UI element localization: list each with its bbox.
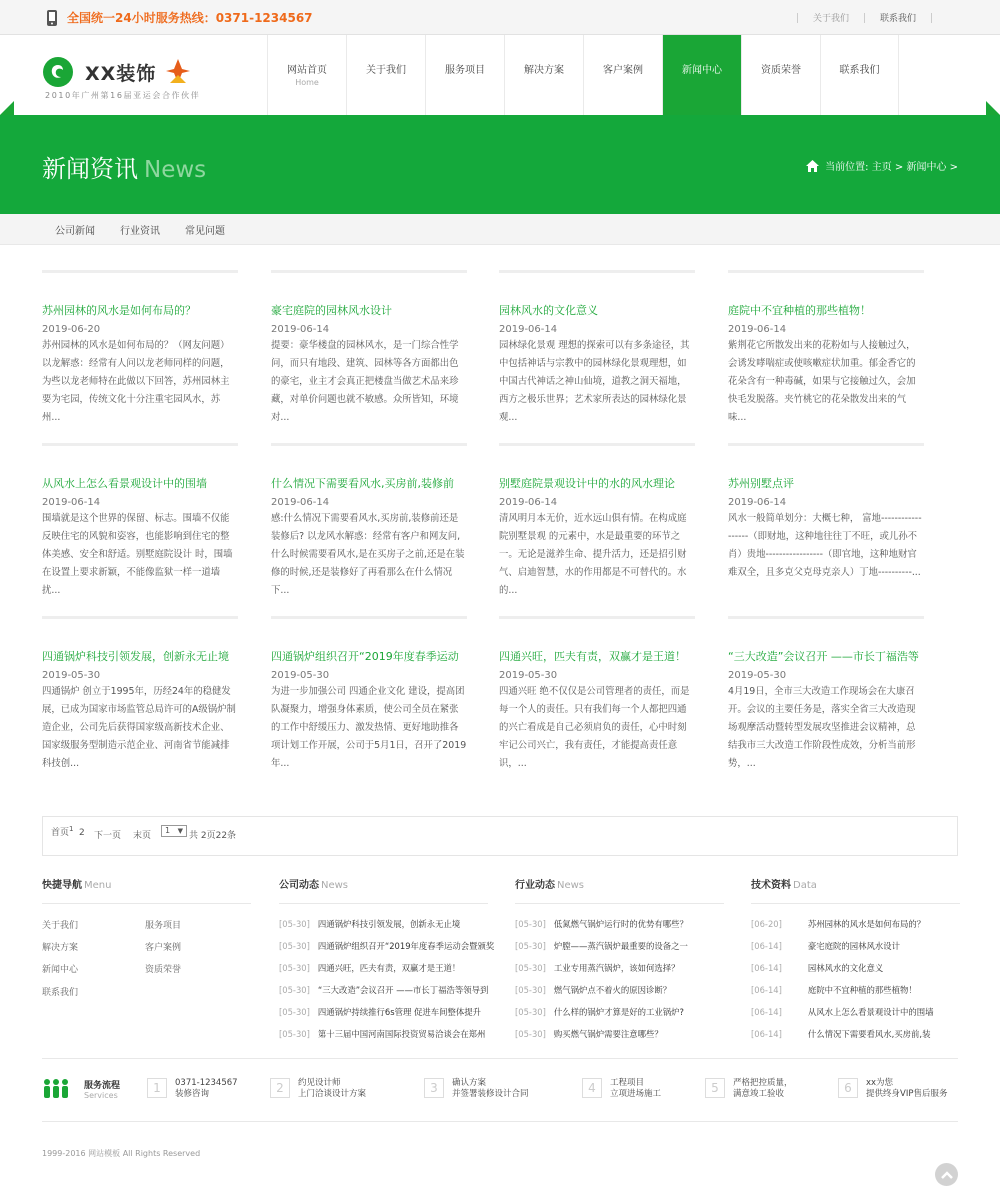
- nav-label: 资质荣誉: [761, 65, 801, 76]
- page-title: [42, 149, 206, 184]
- hotline: [45, 9, 313, 26]
- step-line-2: 立项进场施工: [610, 1089, 662, 1099]
- top-link-about[interactable]: 关于我们: [812, 14, 849, 24]
- services-title-cn: 服务流程: [84, 1081, 121, 1091]
- footer-heading: [279, 876, 488, 904]
- footer-industry-news: [515, 876, 724, 904]
- nav-label: 网站首页: [287, 65, 327, 76]
- nav-item-contact[interactable]: [820, 35, 899, 115]
- step-line-1: 工程项目: [610, 1078, 645, 1088]
- footer-news-title: 四通兴旺，匹夫有责，双赢才是王道！: [317, 963, 461, 973]
- card-divider: [499, 443, 695, 446]
- logo-name: XX装饰: [85, 62, 157, 85]
- banner-corner-right: [986, 101, 1000, 115]
- step-number: 5: [705, 1078, 725, 1098]
- card-divider: [42, 443, 238, 446]
- divider: [864, 13, 865, 23]
- nav-label: 服务项目: [445, 65, 485, 76]
- footer-news-title: 炉膛——蒸汽锅炉最重要的设备之一: [553, 941, 688, 951]
- nav-label: 新闻中心: [682, 65, 722, 76]
- page-select-value: 1: [165, 826, 171, 835]
- step-text: [298, 1078, 366, 1100]
- footer-news-title: 第十三届中国河南国际投资贸易洽谈会在郑州: [317, 1029, 486, 1039]
- breadcrumb: [806, 158, 958, 173]
- quick-link[interactable]: 关于我们: [42, 921, 79, 931]
- news-card: [728, 443, 924, 582]
- footer-news-date: [06-14]: [751, 963, 782, 973]
- step-line-1: 确认方案: [452, 1078, 487, 1088]
- subnav-industry-news[interactable]: 行业资讯: [120, 225, 160, 237]
- nav-item-news[interactable]: [662, 35, 741, 115]
- news-summary: 围墙就是这个世界的保留、标志。围墙不仅能反映住宅的风貌和姿容，也能影响到住宅的整体美感、安全和舒适。别墅庭院设计 时，围墙在设置上要求新颖，不能像监狱一样一道墙扰...: [42, 513, 233, 596]
- service-step: [582, 1078, 661, 1100]
- nav-label-en: Home: [295, 78, 319, 87]
- news-date: 2019-06-14: [499, 497, 558, 508]
- home-icon: [806, 160, 819, 172]
- news-title[interactable]: 四通锅炉组织召开“2019年度春季运动: [271, 650, 459, 663]
- step-line-2: 上门洽谈设计方案: [298, 1089, 367, 1099]
- news-card: [271, 443, 467, 596]
- footer-news-date: [06-14]: [751, 1007, 782, 1017]
- news-title[interactable]: 四通锅炉科技引领发展，创新永无止境: [42, 650, 229, 663]
- step-line-1: 约见设计师: [298, 1078, 341, 1088]
- step-line-1: 严格把控质量，: [733, 1078, 793, 1088]
- news-summary: 4月19日，全市三大改造工作现场会在大康召开。会议的主要任务是，落实全省三大改造现场观摩活动暨转型发展攻坚推进会议精神，总结我市三大改造工作阶段性成效，分析当前形势，...: [728, 686, 916, 769]
- news-title[interactable]: 豪宅庭院的园林风水设计: [271, 304, 392, 317]
- news-summary: 园林绿化景观 理想的探索可以有多条途径，其中包括神话与宗教中的园林绿化景观理想，如中国古代神话之神山仙境，道教之洞天福地，西方之极乐世界；艺术家所表达的园林绿化景观...: [499, 340, 690, 423]
- page-banner: [0, 115, 1000, 214]
- chevron-down-icon: ▼: [177, 827, 183, 835]
- nav-item-services[interactable]: [425, 35, 504, 115]
- footer-heading-cn: 快捷导航: [42, 880, 82, 891]
- footer-news-title: 庭院中不宜种植的那些植物！: [807, 985, 917, 995]
- footer-news-item[interactable]: [751, 918, 925, 930]
- pager-page-1[interactable]: 1: [69, 825, 74, 833]
- footer-news-title: 园林风水的文化意义: [807, 963, 884, 973]
- nav-item-home[interactable]: [267, 35, 346, 115]
- divider: [797, 13, 798, 23]
- news-title[interactable]: “三大改造”会议召开 ——市长丁福浩等: [728, 650, 919, 663]
- subnav-company-news[interactable]: 公司新闻: [55, 225, 95, 237]
- divider: [42, 1121, 958, 1122]
- footer-news-title: 苏州园林的风水是如何布局的？: [807, 919, 926, 929]
- step-number: 1: [147, 1078, 167, 1098]
- page-title-en: News: [144, 157, 207, 183]
- footer-news-item[interactable]: [279, 984, 488, 996]
- news-card: [42, 616, 238, 769]
- service-step: [270, 1078, 366, 1100]
- footer-news-title: 四通锅炉组织召开“2019年度春季运动会暨颁奖: [317, 941, 495, 951]
- step-line-2: 并签署装修设计合同: [452, 1089, 529, 1099]
- step-text: [733, 1078, 793, 1100]
- nav-label: 联系我们: [839, 65, 880, 76]
- quick-link[interactable]: 服务项目: [145, 921, 182, 931]
- card-divider: [271, 270, 467, 273]
- footer-heading-en: News: [557, 880, 585, 891]
- pager-current: 2: [79, 828, 85, 838]
- step-line-2: 满意竣工验收: [733, 1089, 785, 1099]
- footer-quick-nav: [42, 876, 251, 904]
- footer-heading: [515, 876, 724, 904]
- service-step: [147, 1078, 238, 1100]
- service-step: [424, 1078, 529, 1100]
- footer-news-date: [05-30]: [515, 985, 546, 995]
- news-card: [499, 443, 695, 596]
- footer-heading-cn: 行业动态: [515, 880, 555, 891]
- news-summary: 风水一般简单划分：大概七种， 富地------------------（即财地，这种地往往丁不旺，或儿孙不肖）贵地-----------------（即官地，这种地财官难双全，且多克父克母克亲人）丁地----------...: [728, 513, 922, 578]
- nav-label: 解决方案: [524, 65, 564, 76]
- pager-first-label: 首页: [51, 828, 70, 838]
- news-date: 2019-05-30: [499, 670, 558, 681]
- footer-news-date: [05-30]: [279, 963, 310, 973]
- news-summary: 为进一步加强公司 四通企业文化 建设，提高团队凝聚力，增强身体素质，使公司全员在紧张的工作中舒缓压力、激发热情、更好地助推各项计划工作开展，公司于5月1日，召开了2019年...: [271, 686, 467, 769]
- footer-news-title: “三大改造”会议召开 ——市长丁福浩等领导到: [317, 985, 489, 995]
- news-card: [271, 270, 467, 423]
- card-divider: [271, 443, 467, 446]
- pager-first[interactable]: [51, 825, 73, 838]
- page-title-cn: 新闻资讯: [42, 155, 138, 183]
- news-date: 2019-05-30: [728, 670, 787, 681]
- step-line-1: 0371-1234567: [175, 1078, 238, 1088]
- footer-news-date: [05-30]: [515, 919, 546, 929]
- footer-news-item[interactable]: [515, 940, 688, 952]
- footer-news-title: 四通锅炉持续推行6s管理 促进车间整体提升: [317, 1007, 481, 1017]
- news-title[interactable]: 别墅庭院景观设计中的水的风水理论: [499, 477, 675, 490]
- step-number: 6: [838, 1078, 858, 1098]
- step-line-1: xx为您: [866, 1078, 894, 1088]
- news-date: 2019-05-30: [271, 670, 330, 681]
- asian-games-emblem-icon: [164, 57, 192, 87]
- card-divider: [42, 616, 238, 619]
- breadcrumb-text[interactable]: 当前位置: 主页 > 新闻中心 >: [825, 162, 958, 173]
- news-date: 2019-06-14: [499, 324, 558, 335]
- step-text: [452, 1078, 529, 1100]
- footer-news-item[interactable]: [515, 962, 680, 974]
- step-text: [866, 1078, 947, 1100]
- quick-link[interactable]: 客户案例: [145, 943, 182, 953]
- step-number: 3: [424, 1078, 444, 1098]
- news-summary: 感:什么情况下需要看风水,买房前,装修前还是装修后? 以龙风水解惑：经常有客户和网友问,什么时候需要看风水,是在买房子之前,还是在装修的时候,还是装修好了再看那么在什么情况下...: [271, 513, 465, 596]
- card-divider: [499, 616, 695, 619]
- copyright: 1999-2016 网站模板 All Rights Reserved: [42, 1149, 201, 1158]
- footer-news-item[interactable]: [515, 984, 671, 996]
- top-bar: [0, 0, 1000, 35]
- service-step: [705, 1078, 793, 1100]
- card-divider: [271, 616, 467, 619]
- logo[interactable]: [43, 57, 192, 87]
- footer-news-item[interactable]: [751, 940, 900, 952]
- footer-news-item[interactable]: [751, 1028, 930, 1040]
- news-card: [728, 616, 924, 769]
- footer-news-date: [05-30]: [279, 1007, 310, 1017]
- service-step: [838, 1078, 947, 1100]
- footer-news-title: 豪宅庭院的园林风水设计: [807, 941, 900, 951]
- news-summary: 苏州园林的风水是如何布局的？（网友问题）以龙解惑：经常有人问以龙老师同样的问题，为些以龙老师特在此做以下回答，苏州园林主要为宅园，传统文化十分注重宅园风水，苏州...: [42, 340, 230, 423]
- footer-news-title: 燃气锅炉点不着火的原因诊断？: [553, 985, 672, 995]
- nav-item-solutions[interactable]: [504, 35, 583, 115]
- footer-news-title: 从风水上怎么看景观设计中的围墙: [807, 1007, 934, 1017]
- banner-corner-left: [0, 101, 14, 115]
- footer-heading-en: Menu: [84, 880, 112, 891]
- phone-icon: [45, 10, 59, 26]
- news-summary: 提要：豪华楼盘的园林风水，是一门综合性学问，而只有地段、建筑、园林等各方面都出色的豪宅，业主才会真正把楼盘当做艺术品来珍藏，对单价问题也就不敏感。众所皆知，环境对...: [271, 340, 459, 423]
- news-summary: 清风明月本无价，近水远山俱有情。在构成庭院别墅景观 的元素中，水是最重要的环节之一。无论是滋养生命、提升活力，还是招引财气、启迪智慧，水的作用都是不可替代的。水的...: [499, 513, 687, 596]
- people-icon: [42, 1078, 70, 1100]
- news-summary: 四通锅炉 创立于1995年，历经24年的稳健发展，已成为国家市场监管总局许可的A级锅炉制造企业，公司先后获得国家级高新技术企业、国家级服务型制造示范企业、河南省节能减排科技创...: [42, 686, 236, 769]
- footer-news-item[interactable]: [279, 918, 460, 930]
- divider: [931, 13, 932, 23]
- news-title[interactable]: 苏州别墅点评: [728, 477, 794, 490]
- news-date: 2019-06-14: [271, 324, 330, 335]
- footer-news-item[interactable]: [751, 1006, 934, 1018]
- card-divider: [728, 616, 924, 619]
- chevron-up-icon: [941, 1170, 953, 1180]
- footer-news-item[interactable]: [751, 984, 917, 996]
- news-date: 2019-06-20: [42, 324, 101, 335]
- top-links: [782, 11, 947, 24]
- subnav-faq[interactable]: 常见问题: [185, 225, 225, 237]
- page-select[interactable]: [161, 825, 187, 837]
- footer-heading-en: Data: [793, 880, 817, 891]
- footer-news-title: 四通锅炉科技引领发展，创新永无止境: [317, 919, 461, 929]
- top-link-contact[interactable]: 联系我们: [879, 14, 916, 24]
- services-heading: [42, 1078, 120, 1100]
- step-text: [610, 1078, 661, 1100]
- nav-label: 关于我们: [366, 65, 406, 76]
- footer-news-date: [05-30]: [515, 963, 546, 973]
- news-title[interactable]: 四通兴旺，匹夫有责，双赢才是王道！: [499, 650, 686, 663]
- news-title[interactable]: 庭院中不宜种植的那些植物！: [728, 304, 871, 317]
- card-divider: [499, 270, 695, 273]
- nav-label: 客户案例: [603, 65, 643, 76]
- footer-company-news: [279, 876, 488, 904]
- news-card: [42, 270, 238, 423]
- quick-link[interactable]: 资质荣誉: [145, 965, 182, 975]
- news-title[interactable]: 什么情况下需要看风水,买房前,装修前: [271, 477, 454, 490]
- news-summary: 四通兴旺 绝不仅仅是公司管理者的责任，而是每一个人的责任。只有我们每一个人都把四通的兴亡看成是自己必须肩负的责任，心中时刻牢记公司兴亡，我有责任，才能提高责任意识，...: [499, 686, 690, 769]
- news-date: 2019-06-14: [42, 497, 101, 508]
- quick-link[interactable]: 新闻中心: [42, 965, 79, 975]
- nav-item-cases[interactable]: [583, 35, 662, 115]
- footer-news-item[interactable]: [515, 1006, 684, 1018]
- footer-news-title: 工业专用蒸汽锅炉，该如何选择？: [553, 963, 680, 973]
- nav-item-honors[interactable]: [741, 35, 820, 115]
- footer-news-item[interactable]: [279, 940, 494, 952]
- footer-heading-en: News: [321, 880, 349, 891]
- nav-item-about[interactable]: [346, 35, 425, 115]
- divider: [42, 1058, 958, 1059]
- footer-heading: [42, 876, 251, 904]
- back-to-top-button[interactable]: [935, 1163, 958, 1186]
- footer-news-date: [05-30]: [515, 941, 546, 951]
- news-card: [499, 270, 695, 423]
- logo-mark-icon: [43, 57, 73, 87]
- step-line-2: 装修咨询: [175, 1089, 210, 1099]
- news-title[interactable]: 苏州园林的风水是如何布局的？: [42, 304, 196, 317]
- footer-news-title: 购买燃气锅炉需要注意哪些？: [553, 1029, 663, 1039]
- footer-heading-cn: 公司动态: [279, 880, 319, 891]
- news-card: [499, 616, 695, 769]
- step-number: 2: [270, 1078, 290, 1098]
- footer-news-item[interactable]: [279, 1028, 485, 1040]
- step-line-2: 提供终身VIP售后服务: [866, 1089, 948, 1099]
- footer-news-date: [06-14]: [751, 941, 782, 951]
- logo-subtitle: 2010年广州第16届亚运会合作伙伴: [45, 91, 201, 100]
- step-text: [175, 1078, 238, 1100]
- footer-news-item[interactable]: [751, 962, 883, 974]
- footer-news-date: [05-30]: [279, 919, 310, 929]
- news-card: [271, 616, 467, 769]
- card-divider: [42, 270, 238, 273]
- footer-news-title: 什么样的锅炉才算是好的工业锅炉?: [553, 1007, 684, 1017]
- footer-news-item[interactable]: [279, 1006, 481, 1018]
- card-divider: [728, 443, 924, 446]
- footer-tech-data: [751, 876, 960, 904]
- pager-last[interactable]: 末页: [133, 831, 152, 841]
- news-card: [42, 443, 238, 596]
- news-summary: 紫荆花它所散发出来的花粉如与人接触过久，会诱发哮喘症或使咳嗽症状加重。郁金香它的花朵含有一种毒碱，如果与它接触过久，会加快毛发脱落。夹竹桃它的花朵散发出来的气味...: [728, 340, 916, 423]
- footer-news-date: [05-30]: [515, 1029, 546, 1039]
- footer-news-date: [05-30]: [515, 1007, 546, 1017]
- footer-news-item[interactable]: [279, 962, 460, 974]
- footer-news-date: [05-30]: [279, 941, 310, 951]
- footer-news-date: [05-30]: [279, 985, 310, 995]
- news-date: 2019-06-14: [728, 324, 787, 335]
- footer-heading-cn: 技术资料: [751, 880, 791, 891]
- news-title[interactable]: 园林风水的文化意义: [499, 304, 598, 317]
- pagination: [42, 816, 958, 856]
- quick-link[interactable]: 解决方案: [42, 943, 79, 953]
- hotline-text: 全国统一24小时服务热线：0371-1234567: [67, 11, 313, 25]
- footer-news-date: [05-30]: [279, 1029, 310, 1039]
- news-title[interactable]: 从风水上怎么看景观设计中的围墙: [42, 477, 207, 490]
- footer-news-item[interactable]: [515, 1028, 663, 1040]
- footer-news-title: 什么情况下需要看风水,买房前,装: [807, 1029, 931, 1039]
- services-title-en: Services: [84, 1091, 118, 1100]
- footer-news-item[interactable]: [515, 918, 688, 930]
- footer-news-title: 低氮燃气锅炉运行时的优势有哪些？: [553, 919, 688, 929]
- footer-news-date: [06-20]: [751, 919, 782, 929]
- footer-news-date: [06-14]: [751, 1029, 782, 1039]
- news-card: [728, 270, 924, 423]
- quick-link[interactable]: 联系我们: [42, 988, 79, 998]
- news-date: 2019-06-14: [271, 497, 330, 508]
- step-number: 4: [582, 1078, 602, 1098]
- services-title: [84, 1078, 120, 1100]
- footer-news-date: [06-14]: [751, 985, 782, 995]
- sub-nav: [0, 214, 1000, 245]
- footer-heading: [751, 876, 960, 904]
- main-nav: [267, 35, 899, 115]
- news-date: 2019-05-30: [42, 670, 101, 681]
- pager-summary: 共 2页22条: [189, 831, 237, 841]
- news-date: 2019-06-14: [728, 497, 787, 508]
- card-divider: [728, 270, 924, 273]
- header: [0, 35, 1000, 115]
- pager-next[interactable]: 下一页: [94, 831, 122, 841]
